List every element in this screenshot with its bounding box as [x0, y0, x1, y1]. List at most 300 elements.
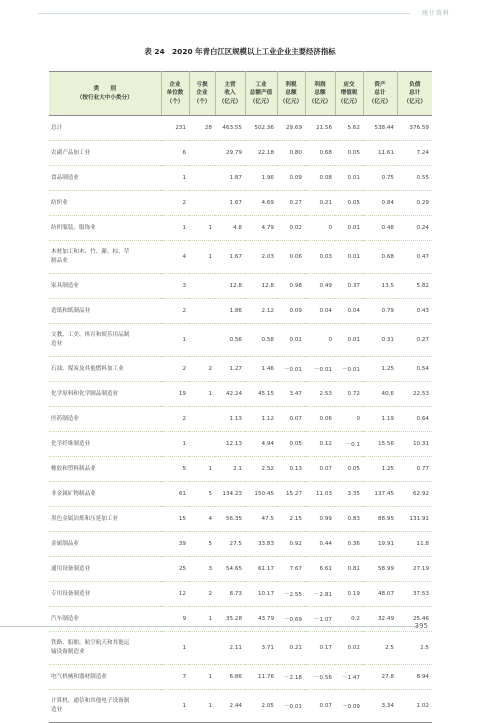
value-cell: 32.49	[363, 607, 397, 632]
column-header	[277, 72, 305, 116]
value-cell: 0.54	[397, 357, 432, 382]
table-body	[49, 116, 432, 723]
industry-name-line: 铁路、船舶、航空航天和其他运	[51, 640, 130, 646]
value-cell: 0.92	[277, 532, 305, 557]
table-row	[49, 116, 432, 141]
industry-name-line: 电气机械和器材制造业	[51, 673, 107, 680]
value-cell: 0.27	[277, 191, 305, 216]
industry-name	[49, 141, 161, 166]
value-cell: 0.06	[305, 407, 335, 432]
value-cell: 0.44	[305, 532, 335, 557]
column-header-line: 资产	[374, 81, 386, 88]
value-cell: 1	[161, 632, 189, 665]
table-row	[49, 141, 432, 166]
value-cell: 29.69	[277, 116, 305, 141]
value-cell: 1.67	[215, 191, 245, 216]
column-header-line: 总额	[314, 90, 326, 97]
value-cell: 0.07	[305, 690, 335, 723]
value-cell: －2.55	[277, 582, 305, 607]
industry-name-line: 通用设备制造业	[51, 565, 91, 572]
value-cell: 1	[189, 241, 215, 274]
value-cell: 0.47	[397, 241, 432, 274]
value-cell: －1.07	[305, 607, 335, 632]
value-cell: 61.17	[245, 557, 277, 582]
industry-name-line: 化学纤维制造业	[51, 440, 91, 447]
value-cell: 0.36	[335, 532, 363, 557]
value-cell: 0.06	[277, 241, 305, 274]
header-rule	[38, 13, 410, 14]
table-row	[49, 432, 432, 457]
value-cell: 1.86	[215, 299, 245, 324]
column-header-line: （个）	[193, 98, 211, 105]
value-cell: 0.58	[245, 324, 277, 357]
value-cell	[189, 191, 215, 216]
value-cell: 11.8	[397, 532, 432, 557]
value-cell: 131.91	[397, 507, 432, 532]
value-cell: 2	[161, 191, 189, 216]
industry-name	[49, 432, 161, 457]
value-cell: 0.07	[305, 457, 335, 482]
value-cell: 0.48	[363, 216, 397, 241]
table-row	[49, 274, 432, 299]
value-cell: 0	[305, 324, 335, 357]
industry-name	[49, 324, 161, 357]
industry-name	[49, 166, 161, 191]
value-cell: 33.83	[245, 532, 277, 557]
value-cell: 1.96	[245, 166, 277, 191]
industry-name-line: 非金属矿物制品业	[51, 490, 96, 497]
column-header-line: 企业	[169, 81, 181, 88]
value-cell: 2	[161, 407, 189, 432]
column-header	[161, 72, 189, 116]
table-row	[49, 582, 432, 607]
value-cell: 1	[161, 216, 189, 241]
value-cell: 1	[161, 166, 189, 191]
column-header	[49, 72, 161, 116]
value-cell: 4	[161, 241, 189, 274]
value-cell: 0.13	[277, 457, 305, 482]
value-cell	[189, 432, 215, 457]
value-cell: 10.17	[245, 582, 277, 607]
value-cell: 8.94	[397, 665, 432, 690]
value-cell: 0.77	[397, 457, 432, 482]
value-cell: 0	[305, 216, 335, 241]
column-header-line: 总计	[409, 90, 421, 97]
table-row	[49, 507, 432, 532]
value-cell: 12	[161, 582, 189, 607]
value-cell: 2	[161, 299, 189, 324]
value-cell: －1.47	[335, 665, 363, 690]
column-header-line: （亿元）	[368, 98, 392, 105]
industry-name-line: 总计	[51, 124, 63, 131]
industry-name	[49, 632, 161, 665]
industry-name-line: 计算机、通信和其他电子设备制	[51, 698, 130, 704]
table-row	[49, 532, 432, 557]
value-cell: 22.53	[397, 382, 432, 407]
value-cell: 27.19	[397, 557, 432, 582]
value-cell: 1	[161, 690, 189, 723]
value-cell: 21.56	[305, 116, 335, 141]
industry-name-line: 家具制造业	[51, 282, 79, 289]
industry-name	[49, 407, 161, 432]
table-row	[49, 407, 432, 432]
value-cell: －0.01	[277, 690, 305, 723]
value-cell: 5	[161, 457, 189, 482]
industry-name-line: 黑色金属冶炼和压延加工业	[51, 515, 119, 522]
value-cell: 15.27	[277, 482, 305, 507]
value-cell: 1	[189, 216, 215, 241]
value-cell: 27.8	[363, 665, 397, 690]
value-cell: 0.01	[335, 216, 363, 241]
value-cell	[189, 141, 215, 166]
value-cell: 1.46	[245, 357, 277, 382]
value-cell: 0.05	[335, 457, 363, 482]
value-cell: 0.81	[335, 557, 363, 582]
value-cell: 22.18	[245, 141, 277, 166]
table-row	[49, 482, 432, 507]
column-header-line: （个）	[166, 98, 184, 105]
value-cell: 0.99	[305, 507, 335, 532]
value-cell: 28	[189, 116, 215, 141]
value-cell: 0.72	[335, 382, 363, 407]
value-cell: 3	[189, 557, 215, 582]
value-cell: 19.91	[363, 532, 397, 557]
value-cell: 0.02	[335, 632, 363, 665]
table-row	[49, 299, 432, 324]
industry-name	[49, 241, 161, 274]
column-header-line: 主营	[224, 81, 236, 88]
value-cell: 3	[161, 274, 189, 299]
value-cell: 0.21	[305, 191, 335, 216]
value-cell: 0.64	[397, 407, 432, 432]
value-cell: 12.8	[215, 274, 245, 299]
value-cell: 11.61	[363, 141, 397, 166]
column-header-line: 总额产值	[249, 90, 273, 97]
value-cell: 0.01	[277, 324, 305, 357]
value-cell: 2.05	[245, 690, 277, 723]
industry-name	[49, 274, 161, 299]
value-cell: －0.1	[335, 432, 363, 457]
industry-name-line: 专用设备制造业	[51, 590, 91, 597]
value-cell: 10.31	[397, 432, 432, 457]
industry-name	[49, 482, 161, 507]
industry-name	[49, 607, 161, 632]
value-cell: 58.99	[363, 557, 397, 582]
column-header-line: （按行业大中小类分）	[76, 94, 133, 101]
value-cell: 0.21	[277, 632, 305, 665]
value-cell: －0.56	[305, 665, 335, 690]
value-cell: 1.12	[245, 407, 277, 432]
industry-name	[49, 382, 161, 407]
value-cell: 0.02	[277, 216, 305, 241]
value-cell: 0.09	[277, 166, 305, 191]
value-cell: 0.56	[215, 324, 245, 357]
value-cell: 37.53	[397, 582, 432, 607]
column-header-line: 利税	[285, 81, 297, 88]
column-header-line: 类 别	[93, 86, 116, 92]
industry-name-line: 造业	[51, 341, 63, 347]
value-cell: 54.65	[215, 557, 245, 582]
industry-name-line: 农副产品加工业	[51, 149, 91, 156]
value-cell: 15	[161, 507, 189, 532]
column-header	[363, 72, 397, 116]
table-row	[49, 607, 432, 632]
value-cell: 2.5	[363, 632, 397, 665]
value-cell: 0.19	[335, 582, 363, 607]
value-cell: 1.25	[363, 457, 397, 482]
value-cell: 0.80	[277, 141, 305, 166]
industry-name	[49, 532, 161, 557]
value-cell: 0	[335, 407, 363, 432]
industry-name	[49, 690, 161, 723]
value-cell	[189, 274, 215, 299]
table-row	[49, 665, 432, 690]
value-cell: 27.5	[215, 532, 245, 557]
table-row	[49, 632, 432, 665]
industry-name-line: 制品业	[51, 258, 68, 264]
value-cell	[189, 166, 215, 191]
value-cell: 0.04	[305, 299, 335, 324]
column-header-line: 企业	[196, 90, 208, 97]
value-cell	[189, 632, 215, 665]
industry-name-line: 食品制造业	[51, 174, 79, 181]
value-cell: 25	[161, 557, 189, 582]
value-cell: 3.47	[277, 382, 305, 407]
table-row	[49, 324, 432, 357]
value-cell: 25.46	[397, 607, 432, 632]
value-cell: 19	[161, 382, 189, 407]
industry-name-line: 石油、煤炭及其他燃料加工业	[51, 365, 124, 372]
value-cell: 61	[161, 482, 189, 507]
column-header-line: 应交	[343, 81, 355, 88]
value-cell: 45.15	[245, 382, 277, 407]
value-cell: 0.43	[397, 299, 432, 324]
value-cell	[189, 299, 215, 324]
value-cell: 7	[161, 665, 189, 690]
value-cell: 7.67	[277, 557, 305, 582]
value-cell: 137.45	[363, 482, 397, 507]
value-cell: 150.45	[245, 482, 277, 507]
column-header	[215, 72, 245, 116]
value-cell: 0.08	[305, 166, 335, 191]
value-cell: 40.6	[363, 382, 397, 407]
value-cell: 35.28	[215, 607, 245, 632]
value-cell: 0.24	[397, 216, 432, 241]
value-cell: 231	[161, 116, 189, 141]
industry-name	[49, 457, 161, 482]
value-cell: 0.31	[363, 324, 397, 357]
column-header	[189, 72, 215, 116]
industry-name-line: 木材加工和木、竹、藤、棕、草	[51, 249, 130, 255]
value-cell: 0.05	[335, 141, 363, 166]
table-row	[49, 357, 432, 382]
industry-name-line: 橡胶和塑料制品业	[51, 465, 96, 472]
value-cell: －0.09	[335, 690, 363, 723]
value-cell: 0.03	[305, 241, 335, 274]
value-cell: 0.07	[277, 407, 305, 432]
industry-name	[49, 507, 161, 532]
value-cell: 1	[189, 382, 215, 407]
value-cell	[189, 407, 215, 432]
industry-name	[49, 357, 161, 382]
value-cell: 12.13	[215, 432, 245, 457]
column-header-line: （亿元）	[249, 98, 273, 105]
value-cell: 0.09	[277, 299, 305, 324]
industry-name	[49, 191, 161, 216]
value-cell: 1.25	[363, 357, 397, 382]
table-header-row	[49, 72, 432, 116]
column-header-line: 负债	[409, 81, 421, 88]
column-header-line: 总计	[374, 90, 386, 97]
industry-name	[49, 116, 161, 141]
value-cell: 39	[161, 532, 189, 557]
industry-name	[49, 582, 161, 607]
industry-name	[49, 216, 161, 241]
value-cell: 4.8	[215, 216, 245, 241]
value-cell: 2.1	[215, 457, 245, 482]
value-cell: 2.5	[397, 632, 432, 665]
value-cell: 0.84	[363, 191, 397, 216]
value-cell: 2.12	[245, 299, 277, 324]
table-row	[49, 241, 432, 274]
value-cell: 2.03	[245, 241, 277, 274]
value-cell: 502.36	[245, 116, 277, 141]
value-cell: 3.34	[363, 690, 397, 723]
value-cell: 4.94	[245, 432, 277, 457]
value-cell: 48.07	[363, 582, 397, 607]
industry-name-line: 输设备制造业	[51, 649, 85, 655]
value-cell: 2	[189, 582, 215, 607]
value-cell: 1.87	[215, 166, 245, 191]
value-cell: 0.83	[335, 507, 363, 532]
value-cell: 15.56	[363, 432, 397, 457]
value-cell: 56.35	[215, 507, 245, 532]
value-cell: －0.01	[335, 357, 363, 382]
value-cell: 88.95	[363, 507, 397, 532]
industry-name	[49, 299, 161, 324]
value-cell: 134.23	[215, 482, 245, 507]
value-cell: 0.05	[277, 432, 305, 457]
value-cell: 47.5	[245, 507, 277, 532]
column-header-line: 总额	[285, 90, 297, 97]
value-cell: －0.01	[305, 357, 335, 382]
value-cell: －0.01	[277, 357, 305, 382]
value-cell: 3.35	[335, 482, 363, 507]
value-cell: 7.24	[397, 141, 432, 166]
table-row	[49, 690, 432, 723]
value-cell: －0.69	[277, 607, 305, 632]
value-cell: 0.98	[277, 274, 305, 299]
value-cell: 12.8	[245, 274, 277, 299]
industry-name-line: 造纸和纸制品业	[51, 307, 91, 314]
value-cell: 3.71	[245, 632, 277, 665]
value-cell: 463.55	[215, 116, 245, 141]
value-cell: 0.2	[335, 607, 363, 632]
page-header	[0, 0, 480, 22]
value-cell: 0.27	[397, 324, 432, 357]
value-cell: 1	[189, 690, 215, 723]
value-cell: 5	[189, 532, 215, 557]
value-cell: 0.05	[335, 191, 363, 216]
value-cell: 6	[161, 141, 189, 166]
value-cell: 1.19	[363, 407, 397, 432]
industry-name-line: 金属制品业	[51, 540, 79, 547]
value-cell: 4.79	[245, 216, 277, 241]
industry-name-line: 纺织服装、服饰业	[51, 224, 96, 231]
value-cell: 5.62	[335, 116, 363, 141]
industry-name-line: 汽车制造业	[51, 615, 79, 622]
column-header-line: （亿元）	[403, 98, 426, 105]
footer-rule	[0, 626, 418, 627]
value-cell: 0.68	[363, 241, 397, 274]
value-cell: 6.61	[305, 557, 335, 582]
value-cell: 1	[189, 607, 215, 632]
value-cell: 0.37	[335, 274, 363, 299]
value-cell: 4.69	[245, 191, 277, 216]
value-cell: －2.18	[277, 665, 305, 690]
column-header	[245, 72, 277, 116]
value-cell: 0.04	[335, 299, 363, 324]
industry-name-line: 造业	[51, 707, 63, 713]
column-header-line: （亿元）	[308, 98, 332, 105]
value-cell: 0.01	[335, 166, 363, 191]
value-cell: 2.53	[305, 382, 335, 407]
value-cell: 1	[161, 432, 189, 457]
column-header-line: （亿元）	[337, 98, 361, 105]
column-header-line: （亿元）	[218, 98, 242, 105]
value-cell: 2.15	[277, 507, 305, 532]
section-tag: 统计资料	[421, 10, 450, 17]
column-header-line: 工业	[255, 81, 267, 88]
value-cell: 0.17	[305, 632, 335, 665]
value-cell: －2.81	[305, 582, 335, 607]
value-cell: 42.24	[215, 382, 245, 407]
value-cell: 376.59	[397, 116, 432, 141]
value-cell: 4	[189, 507, 215, 532]
industry-name	[49, 557, 161, 582]
value-cell: 11.03	[305, 482, 335, 507]
value-cell: 62.92	[397, 482, 432, 507]
value-cell: 0.29	[397, 191, 432, 216]
value-cell: 5.82	[397, 274, 432, 299]
value-cell	[189, 324, 215, 357]
value-cell: 1	[189, 665, 215, 690]
value-cell: 13.5	[363, 274, 397, 299]
column-header	[305, 72, 335, 116]
page-number: 395	[414, 622, 428, 630]
value-cell: 11.76	[245, 665, 277, 690]
value-cell: 538.44	[363, 116, 397, 141]
industry-name-line: 医药制造业	[51, 415, 79, 422]
industry-name-line: 纺织业	[51, 199, 68, 206]
value-cell: 29.79	[215, 141, 245, 166]
table-row	[49, 191, 432, 216]
value-cell: 1.13	[215, 407, 245, 432]
column-header-line: 利润	[314, 81, 326, 88]
value-cell: 6.86	[215, 665, 245, 690]
value-cell: 1.67	[215, 241, 245, 274]
value-cell: 0.12	[305, 432, 335, 457]
value-cell: 2.11	[215, 632, 245, 665]
value-cell: 2.52	[245, 457, 277, 482]
value-cell: 1	[189, 457, 215, 482]
value-cell: 2	[161, 357, 189, 382]
value-cell: 8.73	[215, 582, 245, 607]
column-header-line: 增值税	[340, 90, 358, 97]
table-row	[49, 457, 432, 482]
industry-name	[49, 665, 161, 690]
value-cell: 0.75	[363, 166, 397, 191]
